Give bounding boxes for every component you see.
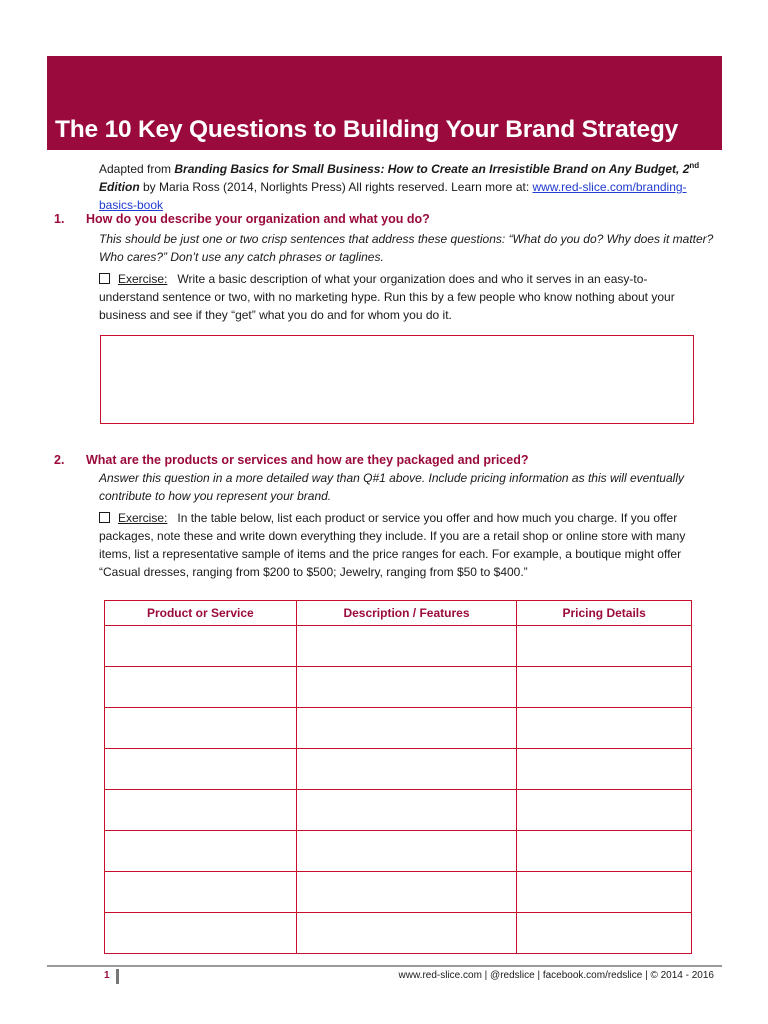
exercise-2-checkbox-icon[interactable] [99,512,110,523]
table-row [105,913,692,954]
description-cell[interactable] [296,872,517,913]
header-description-features: Description / Features [296,601,517,626]
question-2-title: What are the products or services and how are they packaged and priced? [86,453,529,467]
product-cell[interactable] [105,872,297,913]
product-cell[interactable] [105,626,297,667]
product-cell[interactable] [105,667,297,708]
exercise-1-text: Write a basic description of what your organization does and who it serves in an easy-to-understand sentence or two, with no marketing hype. Run this by a few people who know nothing about your business and see if they “get” what you do and for whom you do it. [99,272,675,322]
table-header-row [105,601,692,626]
book-link[interactable]: www.red-slice.com/branding-basics-book [99,180,687,212]
table-row [105,667,692,708]
question-1-subtitle: This should be just one or two crisp sentences that address these questions: “What do you do? Why does it matter? Who cares?” Don’t use any catch phrases or taglines. [99,232,714,264]
answer-box-question-1[interactable] [100,335,694,424]
attribution-prefix: Adapted from [99,162,175,176]
page-number-divider [116,969,119,984]
description-cell[interactable] [296,790,517,831]
book-title: Branding Basics for Small Business: How to Create an Irresistible Brand on Any Budget, 2 [174,162,690,176]
product-cell[interactable] [105,708,297,749]
pricing-cell[interactable] [517,790,692,831]
attribution-author: by Maria Ross (2014, Norlights Press) All rights reserved. Learn more at: [139,180,533,194]
page-number: 1 [104,970,110,981]
description-cell[interactable] [296,708,517,749]
table-row [105,626,692,667]
title-banner [47,56,722,150]
product-cell[interactable] [105,831,297,872]
table-row [105,790,692,831]
pricing-cell[interactable] [517,626,692,667]
exercise-1-label: Exercise: [118,272,168,286]
table-row [105,872,692,913]
table-row [105,708,692,749]
question-2-number: 2. [54,453,65,467]
description-cell[interactable] [296,626,517,667]
pricing-cell[interactable] [517,872,692,913]
edition-superscript: nd [689,161,700,170]
pricing-cell[interactable] [517,708,692,749]
question-1-title: How do you describe your organization and what you do? [86,212,430,226]
pricing-cell[interactable] [517,913,692,954]
edition-word: Edition [99,180,140,194]
question-1-exercise [99,270,707,324]
attribution-paragraph [99,157,719,214]
question-2-exercise [99,509,707,581]
pricing-cell[interactable] [517,831,692,872]
exercise-2-text: In the table below, list each product or service you offer and how much you charge. If you offer packages, note these and write down everything they include. If you are a retail shop or online store with many items, list a representative sample of items and the price ranges for each. For example, a boutique might offer “Casual dresses, ranging from $200 to $500; Jewelry, ranging from $50 to $400.” [99,511,686,579]
header-product-or-service: Product or Service [105,601,297,626]
question-2-subtitle: Answer this question in a more detailed way than Q#1 above. Include pricing information as this will eventually contribute to how you represent your brand. [99,471,684,503]
footer-links: www.red-slice.com | @redslice | facebook.com/redslice | © 2014 - 2016 [398,970,714,981]
product-cell[interactable] [105,913,297,954]
question-1-number: 1. [54,212,65,226]
description-cell[interactable] [296,749,517,790]
product-cell[interactable] [105,749,297,790]
table-row [105,749,692,790]
pricing-cell[interactable] [517,667,692,708]
page-title: The 10 Key Questions to Building Your Brand Strategy [55,116,679,143]
description-cell[interactable] [296,831,517,872]
header-pricing-details: Pricing Details [517,601,692,626]
description-cell[interactable] [296,913,517,954]
exercise-2-label: Exercise: [118,511,168,525]
exercise-1-checkbox-icon[interactable] [99,273,110,284]
table-row [105,831,692,872]
pricing-cell[interactable] [517,749,692,790]
footer-divider [47,965,722,967]
pricing-table [104,600,692,954]
product-cell[interactable] [105,790,297,831]
description-cell[interactable] [296,667,517,708]
